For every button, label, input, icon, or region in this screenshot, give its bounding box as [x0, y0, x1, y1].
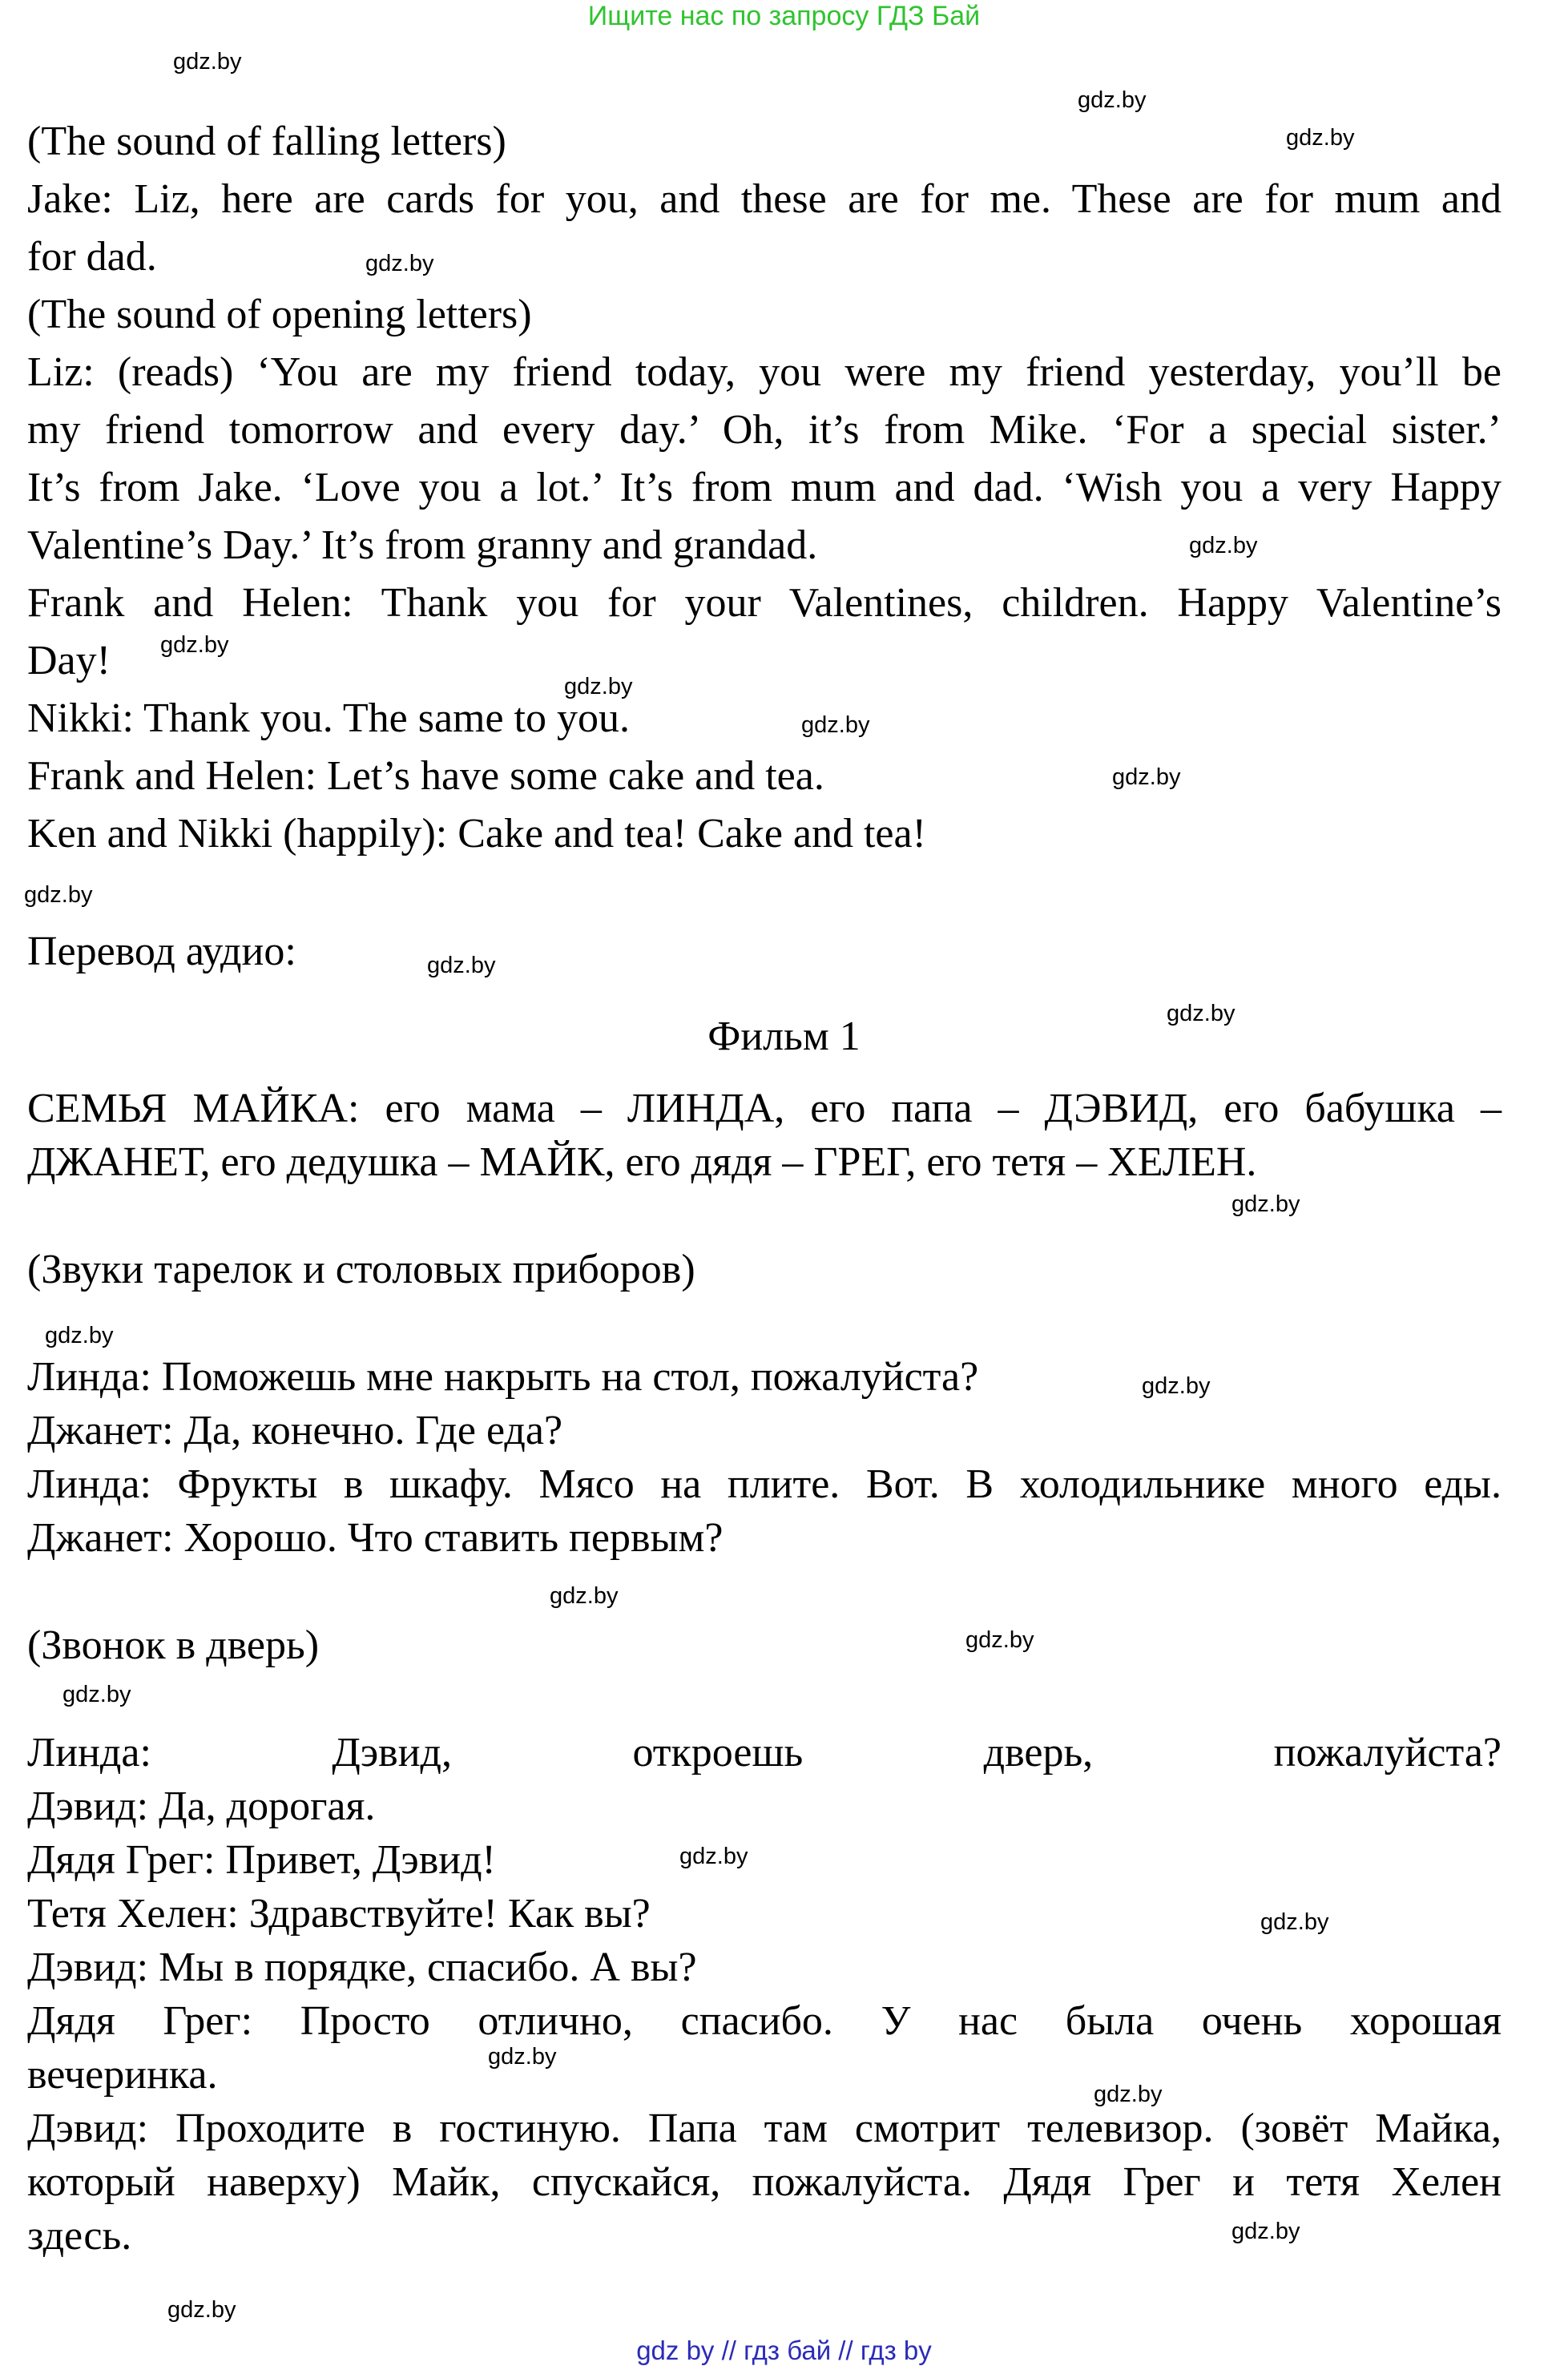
watermark: gdz.by	[173, 49, 242, 75]
text-line: Линда: Фрукты в шкафу. Мясо на плите. Вот. В холодильнике много еды.	[27, 1461, 1501, 1507]
text-line: Ken and Nikki (happily): Cake and tea! Cake and tea!	[27, 811, 926, 857]
text-line: Frank and Helen: Let’s have some cake and tea.	[27, 753, 824, 799]
watermark: gdz.by	[1231, 2219, 1300, 2244]
text-line: Дядя Грег: Просто отлично, спасибо. У нас была очень хорошая	[27, 1998, 1501, 2044]
watermark: gdz.by	[564, 674, 633, 699]
top-banner: Ищите нас по запросу ГДЗ Бай	[587, 1, 981, 31]
watermark: gdz.by	[365, 251, 434, 276]
film-title: Фильм 1	[707, 1014, 861, 1059]
watermark: gdz.by	[1260, 1909, 1329, 1935]
text-line: Джанет: Да, конечно. Где еда?	[27, 1408, 563, 1453]
watermark: gdz.by	[679, 1844, 748, 1869]
text-line: (The sound of opening letters)	[27, 292, 532, 337]
watermark: gdz.by	[801, 712, 870, 738]
text-line: здесь.	[27, 2213, 132, 2259]
watermark: gdz.by	[965, 1627, 1034, 1653]
spread-text: Линда: Дэвид, откроешь дверь, пожалуйста?	[27, 1730, 1501, 1775]
watermark: gdz.by	[1286, 125, 1355, 151]
text-line: Линда: Поможешь мне накрыть на стол, пожалуйста?	[27, 1354, 979, 1400]
watermark: gdz.by	[488, 2044, 557, 2070]
text-line: Дэвид: Проходите в гостиную. Папа там смотрит телевизор. (зовёт Майка,	[27, 2106, 1501, 2151]
text-line: СЕМЬЯ МАЙКА: его мама – ЛИНДА, его папа – ДЭВИД, его бабушка –	[27, 1086, 1501, 1131]
text-line: Nikki: Thank you. The same to you.	[27, 695, 630, 741]
watermark: gdz.by	[550, 1583, 619, 1609]
watermark: gdz.by	[1112, 764, 1181, 790]
watermark: gdz.by	[1142, 1373, 1211, 1399]
text-line-spread	[27, 1727, 1501, 1779]
text-line: ДЖАНЕТ, его дедушка – МАЙК, его дядя – ГРЕГ, его тетя – ХЕЛЕН.	[27, 1139, 1257, 1185]
watermark: gdz.by	[427, 953, 496, 978]
watermark: gdz.by	[1078, 87, 1147, 113]
watermark: gdz.by	[160, 632, 229, 658]
text-line: (Звуки тарелок и столовых приборов)	[27, 1247, 695, 1292]
text-line: Дэвид: Мы в порядке, спасибо. А вы?	[27, 1945, 697, 1990]
watermark: gdz.by	[1094, 2082, 1163, 2107]
text-line: Frank and Helen: Thank you for your Valentines, children. Happy Valentine’s	[27, 580, 1501, 626]
watermark: gdz.by	[167, 2297, 236, 2323]
text-line: Дядя Грег: Привет, Дэвид!	[27, 1837, 496, 1883]
text-line: Valentine’s Day.’ It’s from granny and grandad.	[27, 522, 818, 568]
watermark: gdz.by	[62, 1682, 131, 1707]
text-line: (The sound of falling letters)	[27, 119, 506, 164]
watermark: gdz.by	[1167, 1001, 1235, 1026]
text-line: который наверху) Майк, спускайся, пожалуйста. Дядя Грег и тетя Хелен	[27, 2159, 1501, 2205]
text-line: Day!	[27, 638, 111, 683]
text-line: вечеринка.	[27, 2052, 218, 2098]
text-line: Дэвид: Да, дорогая.	[27, 1784, 376, 1829]
watermark: gdz.by	[24, 882, 93, 908]
text-line: Тетя Хелен: Здравствуйте! Как вы?	[27, 1891, 651, 1937]
text-line: (Звонок в дверь)	[27, 1622, 320, 1668]
text-line: for dad.	[27, 234, 157, 280]
text-line: Liz: (reads) ‘You are my friend today, you were my friend yesterday, you’ll be	[27, 349, 1501, 395]
text-line: my friend tomorrow and every day.’ Oh, it’s from Mike. ‘For a special sister.’	[27, 407, 1501, 453]
text-line: Джанет: Хорошо. Что ставить первым?	[27, 1515, 724, 1561]
text-line: Jake: Liz, here are cards for you, and these are for me. These are for mum and	[27, 176, 1501, 222]
footer: gdz by // гдз бай // гдз by	[636, 2336, 932, 2365]
watermark: gdz.by	[45, 1323, 114, 1348]
watermark: gdz.by	[1231, 1191, 1300, 1217]
text-line: It’s from Jake. ‘Love you a lot.’ It’s from mum and dad. ‘Wish you a very Happy	[27, 465, 1501, 510]
watermark: gdz.by	[1189, 533, 1258, 558]
translation-heading: Перевод аудио:	[27, 929, 296, 974]
